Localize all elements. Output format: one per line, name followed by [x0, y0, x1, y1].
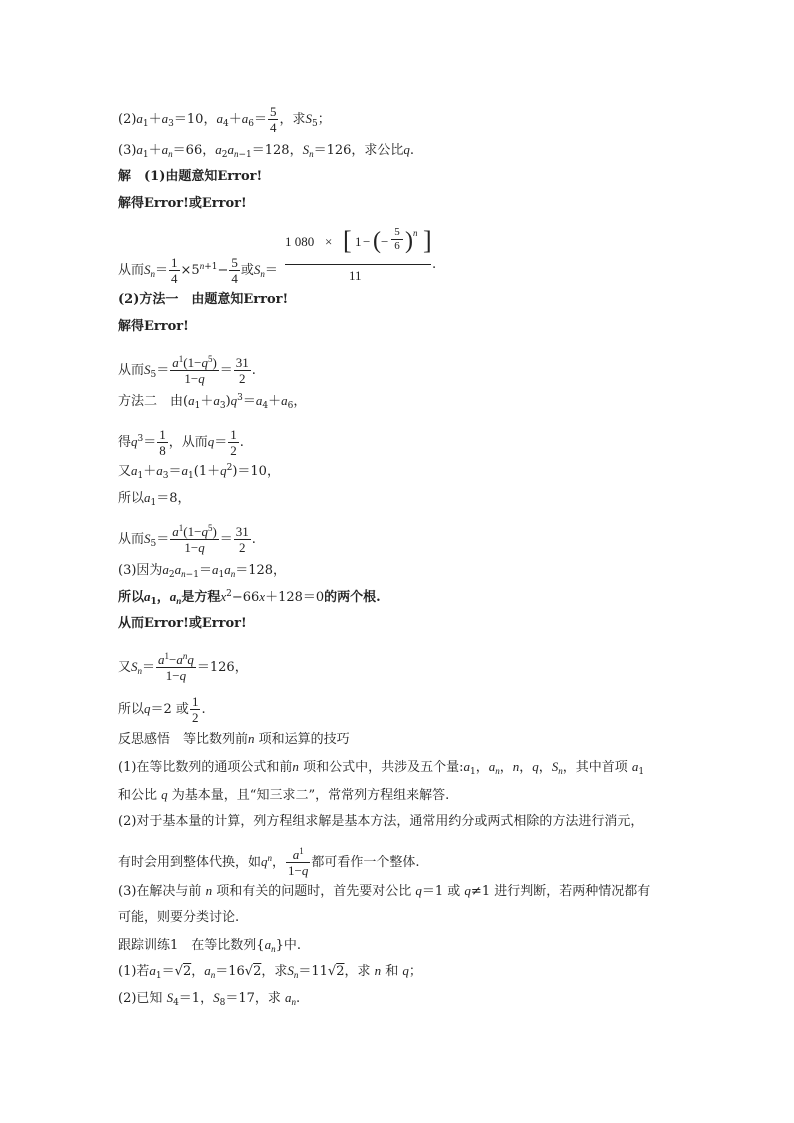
reflection-title: 反思感悟 等比数列前n 项和运算的技巧 [118, 731, 350, 747]
line-a1: 所以$a_1=8$， [118, 490, 191, 508]
reflection-2b: 有时会用到整体代换，如$q^n$， $\frac{a^1}{1-q}$ 都可看作一个整体. [118, 846, 420, 878]
line-q-answer: 所以q＝2 或 $\frac{1}{2}$ . [118, 694, 206, 725]
training-2: (2)已知 $S_4=1$，$S_8=17$，求 $a_n$. [118, 990, 301, 1008]
method-1: (2)方法一 由题意知Error! [118, 292, 289, 307]
line-s5-b: 从而$S_5=$ $\frac{a^1(1-q^5)}{1-q}$ ＝ $\frac{31}{2}$ . [118, 523, 256, 555]
line-roots: 所以$a_1$，$a_n$是方程$x^2-66x+128=0$的两个根. [118, 589, 381, 607]
reflection-1: (1)在等比数列的通项公式和前n 项和公式中，共涉及五个量$:a_1$，$a_n$，n，q，$S_n$，其中首项 $a_1$ [118, 759, 645, 777]
line-s5-a: 从而$S_5=$ $\frac{a^1(1-q^5)}{1-q}$ ＝ $\frac{31}{2}$ . [118, 354, 256, 386]
training-1: (1)若$a_1=√2$，$a_n=16√2$，求$S_n=11√2$，求 n 和 q； [118, 963, 422, 981]
training-title: 跟踪训练1 在等比数列$\{a_n\}$中. [118, 937, 301, 954]
reflection-3b: 可能，则要分类讨论. [118, 910, 240, 925]
big-fraction: 1 080 × [ 1 − ( − 5 6 ) n ] 11 [285, 226, 432, 283]
line-sum-formula: 从而$S_n=$ $\frac{1}{4}$ $\times 5^{n+1}-$ $\frac{5}{4}$ 或$S_n=$ [118, 255, 278, 286]
solution-label: 解 (1)由题意知Error! [118, 169, 263, 184]
line-q: 得$q^3=$ $\frac{1}{8}$ ，从而q＝ $\frac{1}{2}$ . [118, 427, 244, 458]
reflection-2: (2)对于基本量的计算，列方程组求解是基本方法，通常用约分或两式相除的方法进行消元， [118, 814, 644, 829]
problem-2: $(2)a_1+a_3=10$，$a_4+a_6=$ $\frac{5}{4}$ ，求$S_5$； [118, 104, 331, 135]
problem-3: $(3)a_1+a_n=66$，$a_2a_{n-1}=128$，$S_n=126$，求公比q. [118, 142, 415, 160]
line-sn: 又$S_n=$ $\frac{a^1-a^nq}{1-q}$ ＝126， [118, 651, 248, 683]
line-solve-2: 解得Error! [118, 319, 189, 334]
period: . [432, 257, 437, 272]
method-2: 方法二 由$(a_1+a_3)q^3=a_4+a_6$， [118, 393, 307, 411]
reflection-3: (3)在解决与前 n 项和有关的问题时，首先要对公比 q＝1 或 q≠1 进行判断，若两种情况都有 [118, 883, 651, 899]
reflection-1b: 和公比 q 为基本量，且“知三求二”，常常列方程组来解答. [118, 787, 450, 803]
line-3-because: (3)因为$a_2a_{n-1}=a_1a_n=128$， [118, 562, 287, 580]
line-solve-1: 解得Error!或Error! [118, 196, 247, 211]
line-a1-eq: 又$a_1+a_3=a_1(1+q^2)=10$， [118, 463, 280, 481]
line-error-3: 从而Error!或Error! [118, 616, 247, 631]
